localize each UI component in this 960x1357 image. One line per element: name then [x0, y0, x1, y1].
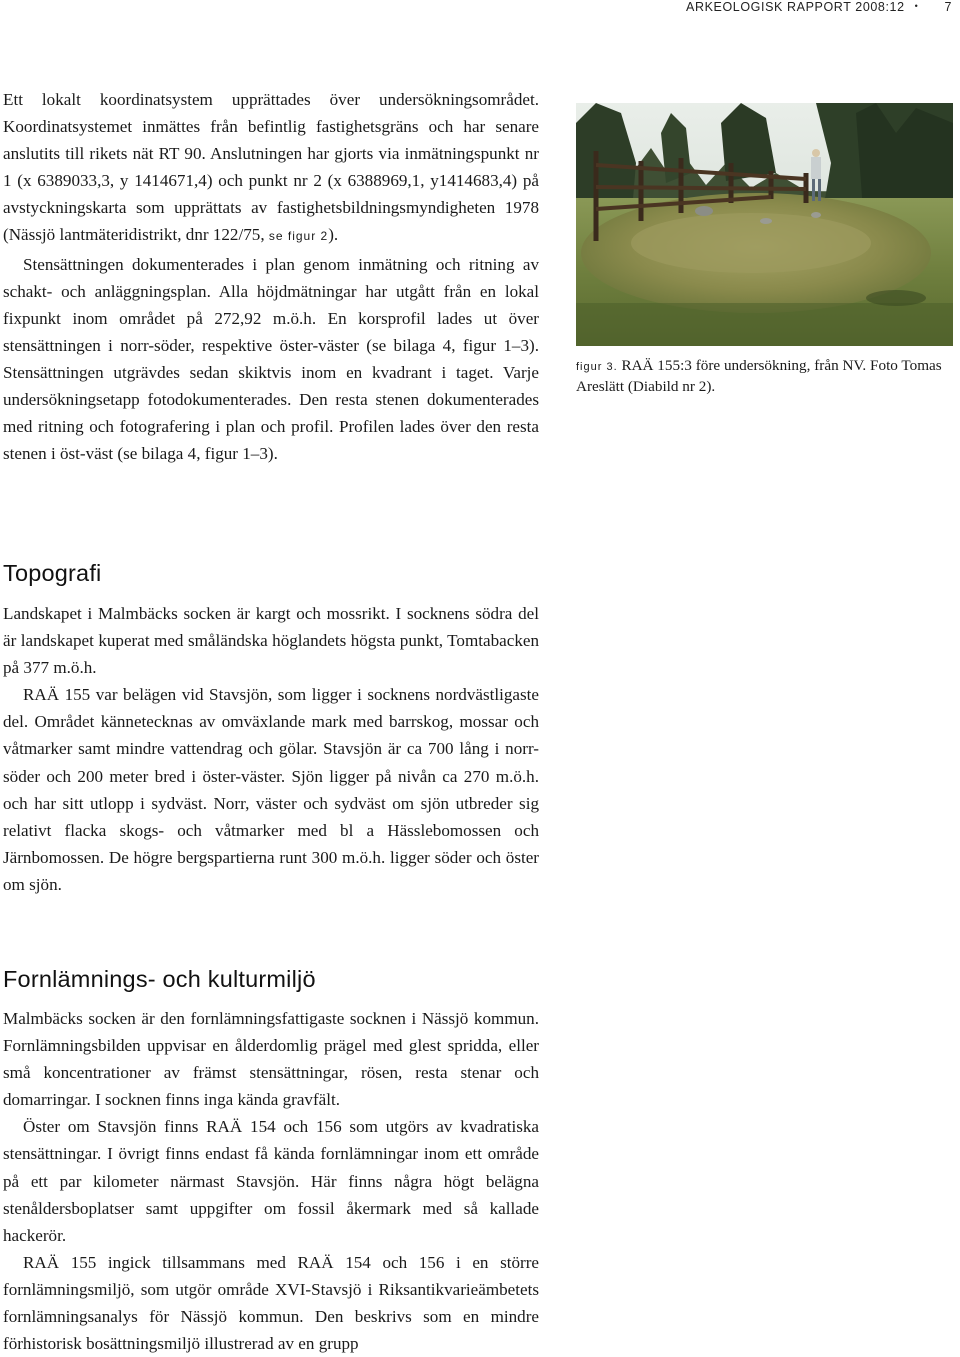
figure-reference: se figur 2 [268, 229, 329, 244]
fornlamning-section [3, 1005, 539, 1357]
paragraph: Stensättningen dokumenterades i plan genom inmätning och ritning av schakt- och anläggningsplan. Alla höjdmätningar har utgått från en lokal fixpunkt inom området på 272,92 m.ö.h. En korsprofil lades ut över stensättningen i norr-söder, respektive öster-väster (se bilaga 4, figur 1–3). Stensättningen utgrävdes sedan skiktvis inom en kvadrant i taget. Varje undersökningsetapp fotodokumenterades. Den resta stenen dokumenterades med ritning och fotografering i plan och profil. Profilen lades över den resta stenen i öst-väst (se bilaga 4, figur 1–3). [3, 254, 539, 464]
header-bullet: • [914, 1, 919, 11]
paragraph: Malmbäcks socken är den fornlämningsfattigaste socknen i Nässjö kommun. Fornlämningsbilden uppvisar en ålderdomlig prägel med glest spridda, eller små koncentrationer av främst stensättningar, rösen, resta stenar och domarringar. I socknen finns inga kända gravfält. [3, 1009, 539, 1110]
paragraph: Öster om Stavsjön finns RAÄ 154 och 156 som utgörs av kvadratiska stensättningar. I övrigt finns endast få kända fornlämningar inom ett område på ett par kilometer närmast Stavsjön. Här finns några högt belägna stenåldersboplatser samt uppgifter om fossil åkermark med så kallade hackerör. [3, 1117, 539, 1245]
heading-fornlamning: Fornlämnings- och kulturmiljö [3, 966, 316, 992]
figure-caption [576, 356, 956, 397]
figure-photo [576, 103, 953, 346]
heading-topografi: Topografi [3, 560, 102, 586]
paragraph: RAÄ 155 ingick tillsammans med RAÄ 154 och 156 i en större fornlämningsmiljö, som utgör område XVI-Stavsjö i Riksantikvarieämbetets fornlämningsanalys för Nässjö kommun. Den beskrivs som en mindre förhistorisk bosättningsmiljö illustrerad av en grupp [3, 1252, 539, 1354]
paragraph: Landskapet i Malmbäcks socken är kargt och mossrikt. I socknens södra del är landskapet kuperat med småländska höglandets högsta punkt, Tomtabacken på 377 m.ö.h. [3, 604, 539, 678]
running-title: ARKEOLOGISK RAPPORT 2008:12 [686, 0, 905, 14]
method-section [3, 86, 539, 467]
topografi-section [3, 600, 539, 898]
running-header [686, 0, 952, 14]
figure-caption-text: RAÄ 155:3 före undersökning, från NV. Foto Tomas Areslätt (Diabild nr 2). [576, 357, 942, 395]
photo-illustration [576, 103, 953, 346]
paragraph: RAÄ 155 var belägen vid Stavsjön, som ligger i socknens nordvästligaste del. Området kännetecknas av omväxlande mark med barrskog, mossar och våtmarker samt mindre vattendrag och gölar. Stavsjön är ca 700 lång i norr-söder och 200 meter bred i öster-väster. Sjön ligger på nivån ca 270 m.ö.h. och har sitt utlopp i sydväst. Norr, väster och sydväst om sjön utbreder sig relativt flacka skogs- och våtmarker med bl a Hässlebomossen och Järnbomossen. De högre bergspartierna runt 300 m.ö.h. ligger söder och öster om sjön. [3, 685, 539, 894]
figure-label: figur 3. [576, 361, 618, 373]
paragraph: Ett lokalt koordinatsystem upprättades över undersökningsområdet. Koordinatsystemet inmättes från befintlig fastighetsgräns och har senare anslutits till rikets nät RT 90. Anslutningen har gjorts via inmätningspunkt nr 1 (x 6389033,3, y 1414671,4) och punkt nr 2 (x 6388969,1, y1414683,4) på avstyckningskarta som upprättats av fastighetsbildningsmyndigheten 1978 (Nässjö lantmäteridistrikt, dnr 122/75, se figur 2). [3, 90, 539, 245]
page-number: 7 [944, 0, 952, 14]
